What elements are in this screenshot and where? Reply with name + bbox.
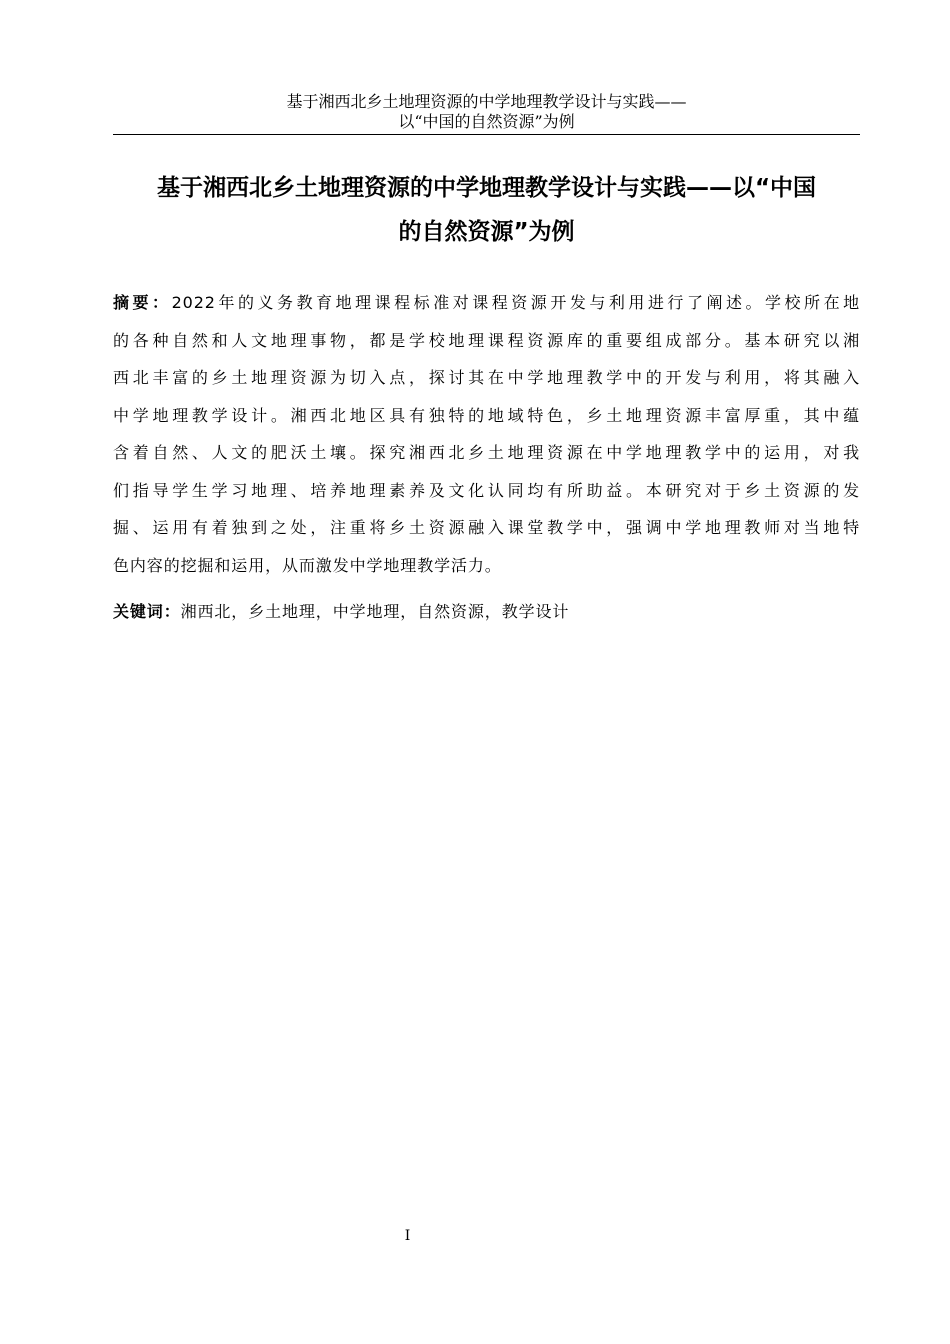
running-header	[113, 92, 860, 135]
keywords-line	[113, 598, 860, 626]
abstract-line-text: 2022年的义务教育地理课程标准对课程资源开发与利用进行了阐述。学校所在地	[171, 293, 860, 312]
abstract-label: 摘要：	[113, 293, 172, 312]
document-title-line-2: 的自然资源”为例	[398, 219, 575, 245]
running-header-line-1: 基于湘西北乡土地理资源的中学地理教学设计与实践——	[286, 92, 687, 111]
document-title-line-1: 基于湘西北乡土地理资源的中学地理教学设计与实践——以“中国	[156, 175, 817, 201]
abstract-line: 中学地理教学设计。湘西北地区具有独特的地域特色，乡土地理资源丰富厚重，其中蕴	[113, 405, 860, 425]
keywords-label: 关键词：	[113, 602, 181, 621]
keywords-text: 湘西北，乡土地理，中学地理，自然资源，教学设计	[180, 602, 570, 621]
document-title	[113, 166, 860, 254]
abstract-line: 的各种自然和人文地理事物，都是学校地理课程资源库的重要组成部分。基本研究以湘	[113, 330, 860, 350]
abstract-line	[113, 284, 860, 322]
abstract-line: 含着自然、人文的肥沃土壤。探究湘西北乡土地理资源在中学地理教学中的运用，对我	[113, 443, 860, 462]
abstract-paragraph	[113, 284, 860, 584]
abstract-line: 们指导学生学习地理、培养地理素养及文化认同均有所助益。本研究对于乡土资源的发	[113, 480, 860, 500]
page-number: I	[404, 1228, 411, 1244]
abstract-line: 色内容的挖掘和运用，从而激发中学地理教学活力。	[113, 555, 502, 575]
abstract-line: 西北丰富的乡土地理资源为切入点，探讨其在中学地理教学中的开发与利用，将其融入	[113, 368, 860, 387]
running-header-line-2: 以“中国的自然资源”为例	[398, 112, 575, 131]
abstract-line: 掘、运用有着独到之处，注重将乡土资源融入课堂教学中，强调中学地理教师对当地特	[113, 518, 860, 537]
